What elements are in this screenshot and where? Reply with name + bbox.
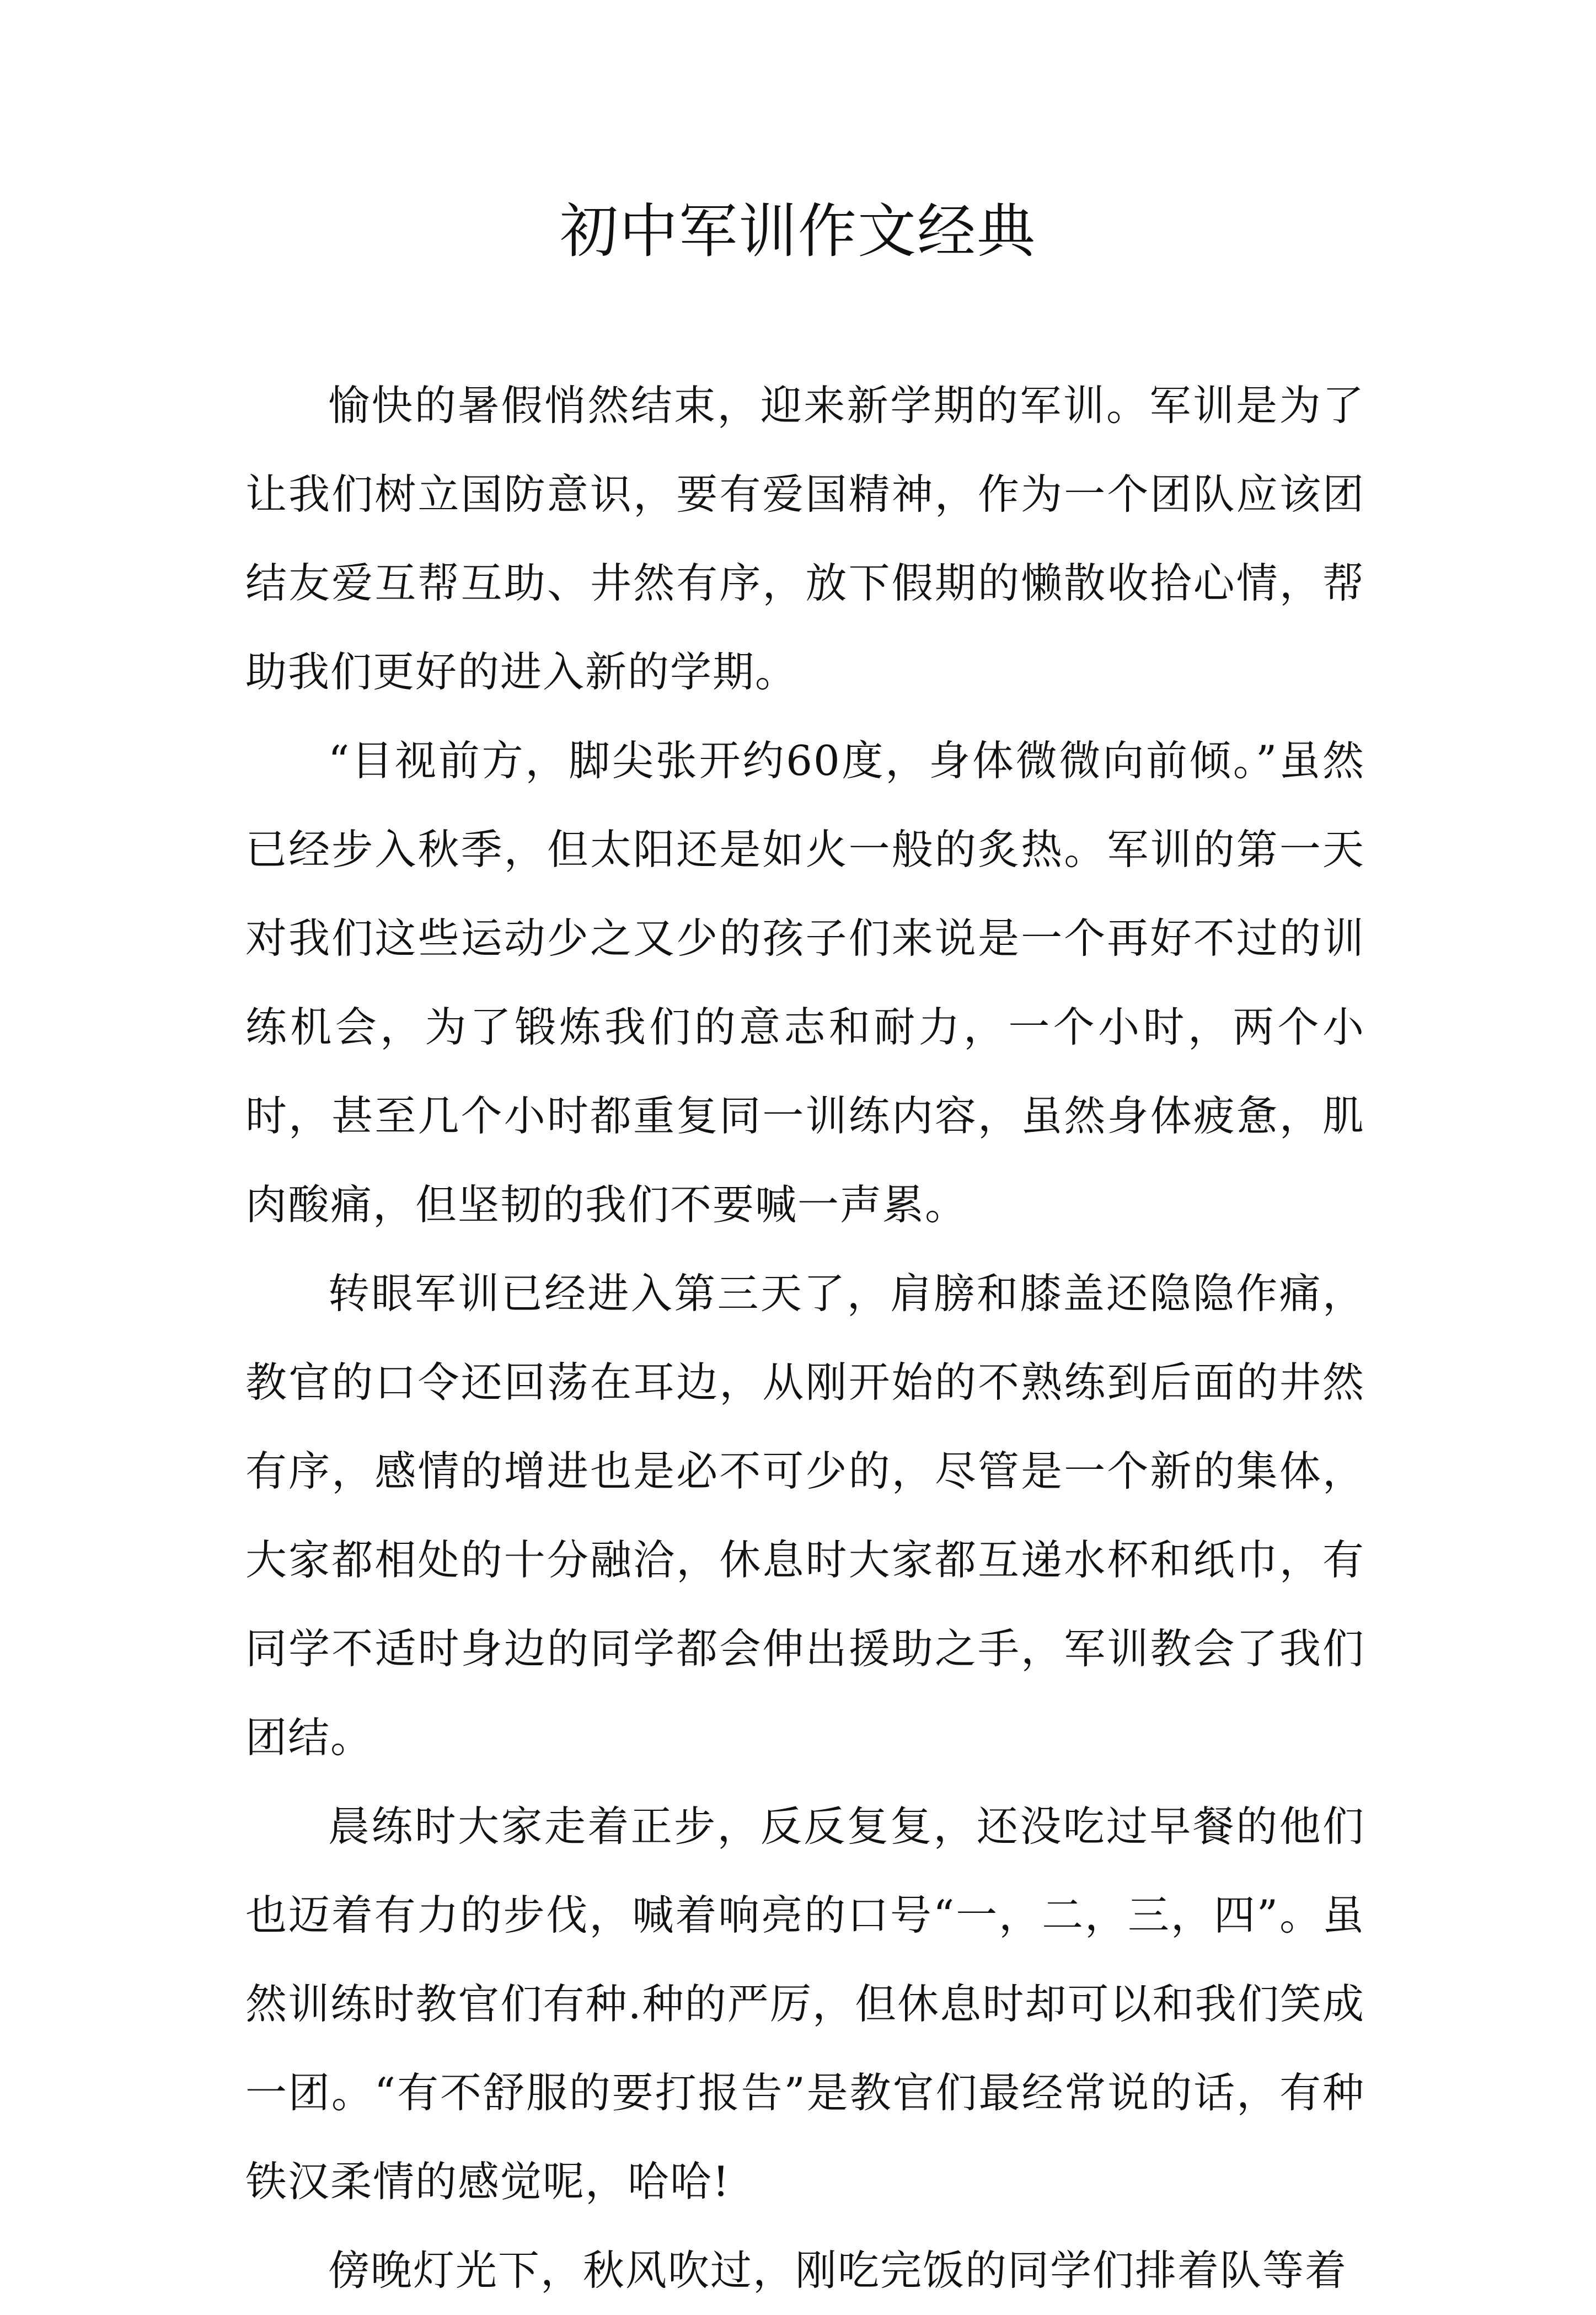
paragraph-5: 傍晚灯光下，秋风吹过，刚吃完饭的同学们排着队等着 (328, 2246, 1348, 2295)
paragraph-1: 愉快的暑假悄然结束，迎来新学期的军训。军训是为了让我们树立国防意识，要有爱国精神，作为一个团队应该团结友爱互帮互助、井然有序，放下假期的懒散收拾心情，帮助我们更好的进入新的学期。 (245, 381, 1365, 696)
paragraph-3: 转眼军训已经进入第三天了，肩膀和膝盖还隐隐作痛，教官的口令还回荡在耳边，从刚开始的不熟练到后面的井然有序，感情的增进也是必不可少的，尽管是一个新的集体，大家都相处的十分融洽，休息时大家都互递水杯和纸巾，有同学不适时身边的同学都会伸出援助之手，军训教会了我们团结。 (245, 1269, 1365, 1762)
document-title: 初中军训作文经典 (560, 197, 1036, 265)
paragraph-2: “目视前方，脚尖张开约60度，身体微微向前倾。”虽然已经步入秋季，但太阳还是如火一般的炙热。军训的第一天对我们这些运动少之又少的孩子们来说是一个再好不过的训练机会，为了锻炼我们的意志和耐力，一个小时，两个小时，甚至几个小时都重复同一训练内容，虽然身体疲惫，肌肉酸痛，但坚韧的我们不要喊一声累。 (245, 736, 1365, 1229)
paragraph-4: 晨练时大家走着正步，反反复复，还没吃过早餐的他们也迈着有力的步伐，喊着响亮的口号“一，二，三，四”。虽然训练时教官们有种.种的严厉，但休息时却可以和我们笑成一团。“有不舒服的要打报告”是教官们最经常说的话，有种铁汉柔情的感觉呢，哈哈! (245, 1802, 1365, 2206)
document-body (245, 361, 1365, 2315)
